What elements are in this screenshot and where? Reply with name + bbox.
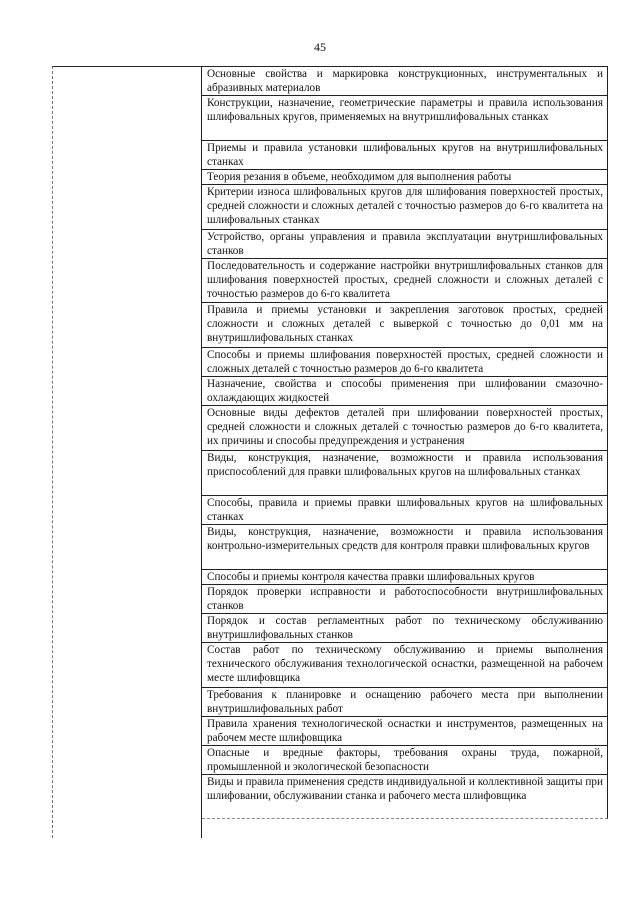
list-item: Правила хранения технологической оснастки и инструментов, размещенных на рабочем месте шлифовщика xyxy=(202,717,608,746)
list-item: Способы и приемы контроля качества правки шлифовальных кругов xyxy=(202,570,608,585)
list-item: Требования к планировке и оснащению рабочего места при выполнении внутришлифовальных работ xyxy=(202,688,608,717)
list-item: Способы, правила и приемы правки шлифовальных кругов на шлифовальных станках xyxy=(202,496,608,525)
table-label-column xyxy=(53,67,202,838)
knowledge-requirements-table xyxy=(52,66,608,838)
list-item: Назначение, свойства и способы применения при шлифовании смазочно-охлаждающих жидкостей xyxy=(202,377,608,406)
list-item: Приемы и правила установки шлифовальных кругов на внутришлифовальных станках xyxy=(202,141,608,170)
list-item: Устройство, органы управления и правила эксплуатации внутришлифовальных станков xyxy=(202,230,608,259)
list-item: Виды, конструкция, назначение, возможности и правила использования приспособлений для правки шлифовальных кругов на шлифовальных станках xyxy=(202,451,608,496)
list-item: Основные свойства и маркировка конструкционных, инструментальных и абразивных материалов xyxy=(202,67,608,96)
table-content-column xyxy=(202,67,608,819)
page-number: 45 xyxy=(314,40,326,54)
list-item: Способы и приемы шлифования поверхностей простых, средней сложности и сложных деталей с точностью размеров до 6-го квалитета xyxy=(202,348,608,377)
list-item: Порядок проверки исправности и работоспособности внутришлифовальных станков xyxy=(202,585,608,614)
list-item: Конструкции, назначение, геометрические параметры и правила использования шлифовальных кругов, применяемых на внутришлифовальных станках xyxy=(202,96,608,141)
list-item: Виды и правила применения средств индивидуальной и коллективной защиты при шлифовании, обслуживании станка и рабочего места шлифовщика xyxy=(202,775,608,819)
list-item: Опасные и вредные факторы, требования охраны труда, пожарной, промышленной и экологической безопасности xyxy=(202,746,608,775)
list-item: Последовательность и содержание настройки внутришлифовальных станков для шлифования поверхностей простых, средней сложности и сложных деталей с точностью размеров до 6-го квалитета xyxy=(202,259,608,303)
list-item: Виды, конструкция, назначение, возможности и правила использования контрольно-измерительных средств для контроля правки шлифовальных кругов xyxy=(202,525,608,570)
list-item: Теория резания в объеме, необходимом для выполнения работы xyxy=(202,170,608,185)
list-item: Критерии износа шлифовальных кругов для шлифования поверхностей простых, средней сложности и сложных деталей с точностью размеров до 6-го квалитета на шлифовальных станках xyxy=(202,185,608,230)
list-item: Порядок и состав регламентных работ по техническому обслуживанию внутришлифовальных станков xyxy=(202,614,608,643)
list-item: Правила и приемы установки и закрепления заготовок простых, средней сложности и сложных деталей с выверкой с точностью до 0,01 мм на внутришлифовальных станках xyxy=(202,303,608,348)
list-item: Основные виды дефектов деталей при шлифовании поверхностей простых, средней сложности и сложных деталей с точностью размеров до 6-го квалитета, их причины и способы предупреждения и устранения xyxy=(202,406,608,451)
list-item: Состав работ по техническому обслуживанию и приемы выполнения технического обслуживания технологической оснастки, размещенной на рабочем месте шлифовщика xyxy=(202,643,608,688)
